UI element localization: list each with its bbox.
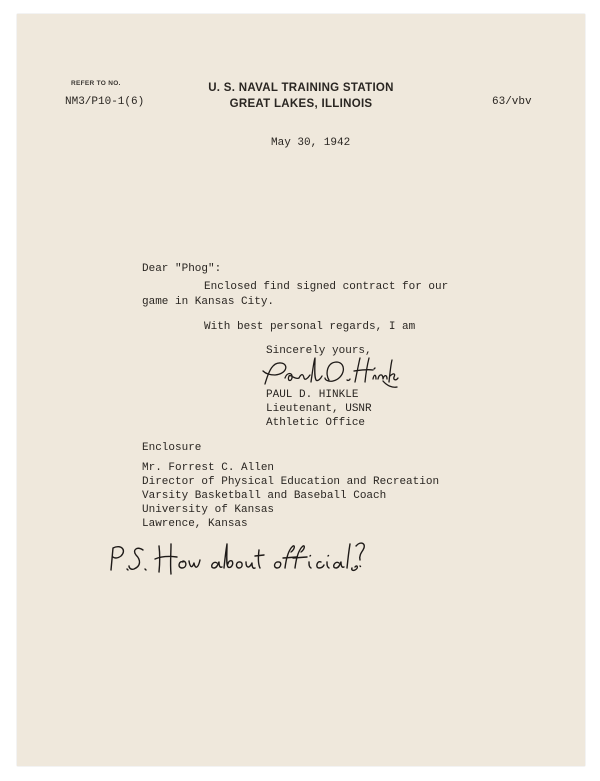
regards-line: With best personal regards, I am	[204, 321, 416, 333]
address-line: University of Kansas	[142, 504, 275, 516]
address-line: Mr. Forrest C. Allen	[142, 462, 275, 474]
address-line: Director of Physical Education and Recreation	[142, 476, 440, 488]
signer-name: PAUL D. HINKLE	[266, 389, 359, 401]
body-line-2: game in Kansas City.	[142, 296, 275, 308]
letter-date: May 30, 1942	[271, 137, 351, 149]
letter-page	[17, 14, 585, 766]
reference-number: NM3/P10-1(6)	[65, 96, 145, 108]
recipient-address	[142, 461, 439, 531]
signature-block	[266, 388, 372, 430]
address-line: Lawrence, Kansas	[142, 518, 248, 530]
letterhead-title: U. S. NAVAL TRAINING STATION	[208, 82, 394, 94]
closing: Sincerely yours,	[266, 345, 372, 357]
enclosure-note: Enclosure	[142, 442, 202, 454]
salutation: Dear "Phog":	[142, 263, 222, 275]
body-line-1: Enclosed find signed contract for our	[204, 281, 449, 293]
refer-to-label: REFER TO NO.	[71, 80, 121, 87]
letterhead-location: GREAT LAKES, ILLINOIS	[229, 98, 373, 110]
address-line: Varsity Basketball and Baseball Coach	[142, 490, 387, 502]
signer-rank: Lieutenant, USNR	[266, 403, 372, 415]
handwritten-postscript	[107, 534, 367, 582]
handwritten-signature	[259, 354, 399, 392]
file-code: 63/vbv	[492, 96, 532, 108]
signer-office: Athletic Office	[266, 417, 366, 429]
